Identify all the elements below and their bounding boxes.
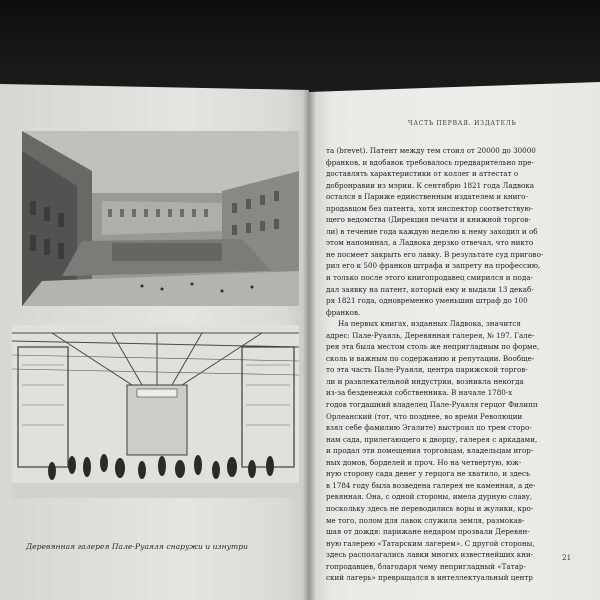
paragraph-2 <box>326 318 570 584</box>
text-line: франков, и вдобавок требовалось предварительно пре- <box>326 157 534 167</box>
main-text <box>326 145 570 584</box>
text-line: в 1784 году была возведена галерея не каменная, а де- <box>326 480 536 490</box>
engraving-exterior-svg <box>22 131 299 306</box>
text-line: доставлять характеристики от коллег и аттестат о <box>326 169 519 179</box>
text-line: гопродавцев, благодаря чему непригладный «Татар- <box>326 561 526 571</box>
engraving-interior-illustration <box>12 325 299 498</box>
page-number: 21 <box>562 553 572 562</box>
text-line: адрес: Пале-Руаяль, Деревянная галерея, № 197. Гале- <box>326 330 535 340</box>
text-line: и продал эти помещения торговцам, владельцам игор- <box>326 446 534 456</box>
text-line: этом напоминал, а Ладвока дерзко отвечал, что никто <box>326 238 534 248</box>
text-line: ных домов, борделей и проч. Но на четвертую, юж- <box>326 457 522 467</box>
book-gutter <box>303 90 315 600</box>
text-line: та (brevet). Патент между тем стоил от 20000 до 30000 <box>326 146 536 155</box>
text-line: ли) в течение года каждую неделю к нему заходил и об <box>326 226 538 236</box>
engraving-exterior-illustration <box>22 131 299 306</box>
engraving-interior-svg <box>12 325 299 498</box>
illustration-caption: Деревянная галерея Пале-Руаяля снаружи и изнутри <box>26 542 249 551</box>
text-line: не посмеет закрыть его лавку. В результате суд пригово- <box>326 249 544 259</box>
text-line: остался в Париже единственным издателем и книго- <box>326 192 528 202</box>
text-line: На первых книгах, изданных Ладвока, значится <box>338 319 521 329</box>
text-line: ря 1821 года, одновременно уменьшив штраф до 100 <box>326 296 528 306</box>
text-line: и только после этого книгопродавец смирился и пода- <box>326 273 533 283</box>
text-line: добронравии из мэрии. К сентябрю 1821 года Ладвока <box>326 180 535 190</box>
text-line: рил его к 500 франков штрафа и запрету на профессию, <box>326 261 541 271</box>
text-line: сколь и важным по содержанию и репутации. Вообще- <box>326 353 535 363</box>
text-line: ме того, полом для лавок служила земля, размокав- <box>326 515 525 525</box>
text-line: из-за безденежья собственника. В начале 1780-х <box>326 388 513 398</box>
text-line: ную галерею «Татарским лагерем». С другой стороны, <box>326 538 535 548</box>
text-line: поскольку здесь не переводились воры и жулики, кро- <box>326 503 534 513</box>
text-line: франков. <box>326 307 361 317</box>
text-line: нам сада, прилегающего к дворцу, галерея с аркадами, <box>326 434 538 444</box>
text-line: здесь располагались лавки многих известнейших кни- <box>326 550 534 560</box>
text-line: ли и развлекательной индустрии, возникла некогда <box>326 376 524 386</box>
text-line: щего ведомства (Дирекция печати и книжной торгов- <box>326 215 531 225</box>
text-line: ревянная. Она, с одной стороны, имела дурную славу, <box>326 492 533 502</box>
running-head: ЧАСТЬ ПЕРВАЯ. ИЗДАТЕЛЬ <box>408 120 517 127</box>
text-line: ский лагерь» превращался в интеллектуальный центр <box>326 573 533 583</box>
text-line: взял себе фамилию Эгалите) выстроил по трем сторо- <box>326 423 532 433</box>
text-line: Орлеанский (тот, что позднее, во время Революции <box>326 411 523 421</box>
text-line: рея эта была местом столь же непригладным по форме, <box>326 342 540 352</box>
text-line: то эта часть Пале-Руаяля, центра парижской торгов- <box>326 365 528 375</box>
paragraph-1 <box>326 145 570 318</box>
text-line: ную сторону сада денег у герцога не хватило, и здесь <box>326 469 530 479</box>
text-line: годов тогдашний владелец Пале-Руаяля герцог Филипп <box>326 400 538 410</box>
text-line: шая от дождя: парижане недаром прозвали Деревян- <box>326 527 530 537</box>
text-line: дал заявку на патент, который ему и выдали 13 декаб- <box>326 284 534 294</box>
text-line: продавцом без патента, хотя инспектор соответствую- <box>326 203 534 213</box>
